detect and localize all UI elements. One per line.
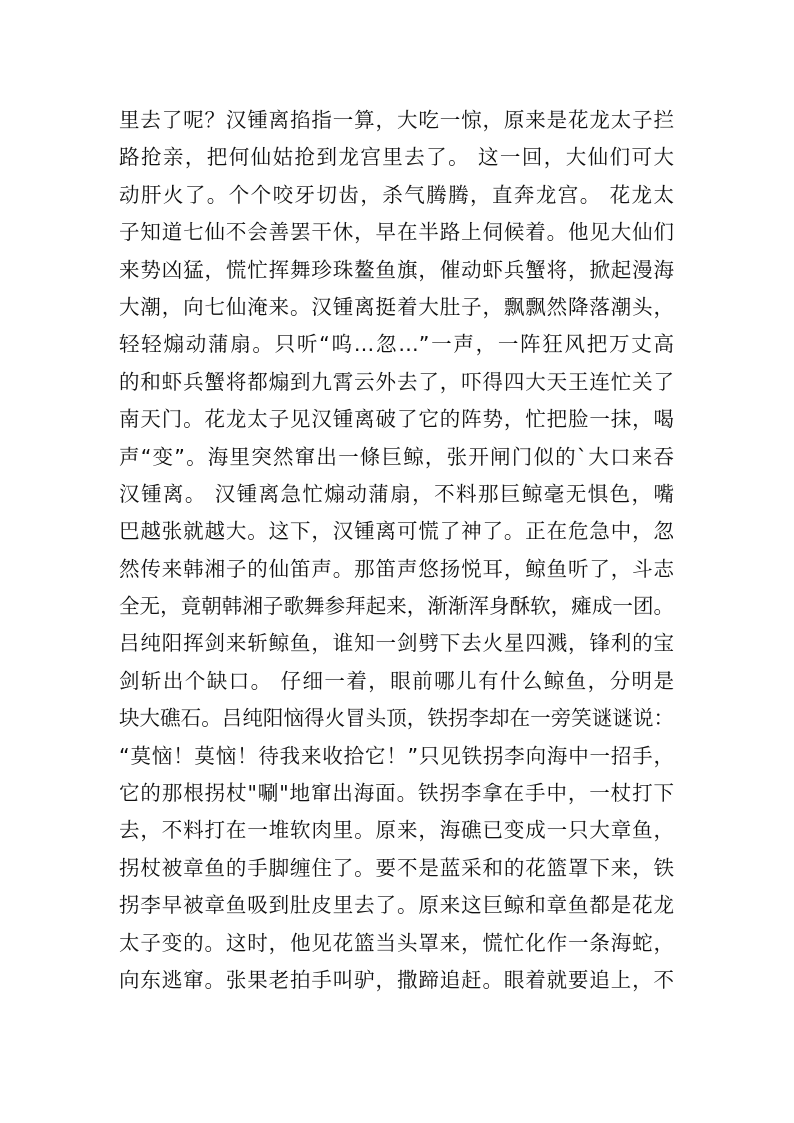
body-text (119, 102, 674, 999)
text-line: 南天门。花龙太子见汉锺离破了它的阵势，忙把脸一抹，喝 (119, 407, 674, 432)
text-line: 的和虾兵蟹将都煽到九霄云外去了，吓得四大天王连忙关了 (119, 369, 674, 394)
text-line: 动肝火了。个个咬牙切齿，杀气腾腾，直奔龙宫。 花龙太 (119, 182, 674, 207)
text-line: 剑斩出个缺口。 仔细一着，眼前哪儿有什么鲸鱼，分明是 (119, 668, 674, 693)
text-line: 来势凶猛，慌忙挥舞珍珠鳌鱼旗，催动虾兵蟹将，掀起漫海 (119, 257, 674, 282)
text-line: 吕纯阳挥剑来斩鲸鱼，谁知一剑劈下去火星四溅，锋利的宝 (119, 631, 674, 656)
text-line: 里去了呢？汉锺离掐指一算，大吃一惊，原来是花龙太子拦 (119, 108, 674, 132)
text-line: 向东逃窜。张果老拍手叫驴，撒蹄追赶。眼着就要追上，不 (119, 967, 674, 992)
text-line: 然传来韩湘子的仙笛声。那笛声悠扬悦耳，鲸鱼听了，斗志 (119, 556, 674, 581)
text-line: 子知道七仙不会善罢干休，早在半路上伺候着。他见大仙们 (119, 220, 674, 245)
text-line: “莫恼！莫恼！待我来收拾它！”只见铁拐李向海中一招手， (119, 743, 674, 768)
text-line: 声“变”。海里突然窜出一條巨鲸，张开闸门似的`大口来吞 (119, 444, 674, 469)
text-line: 轻轻煽动蒲扇。只听“呜…忽…”一声，一阵狂风把万丈高 (119, 332, 674, 357)
text-line: 巴越张就越大。这下，汉锺离可慌了神了。正在危急中，忽 (119, 519, 674, 544)
text-line: 汉锺离。 汉锺离急忙煽动蒲扇，不料那巨鲸毫无惧色，嘴 (119, 481, 674, 506)
text-line: 去，不料打在一堆软肉里。原来，海礁已变成一只大章鱼， (119, 818, 674, 843)
text-line: 路抢亲，把何仙姑抢到龙宫里去了。 这一回，大仙们可大 (119, 145, 674, 170)
text-line: 太子变的。这时，他见花篮当头罩来，慌忙化作一条海蛇， (119, 930, 674, 955)
text-line: 它的那根拐杖"唰"地窜出海面。铁拐李拿在手中，一杖打下 (119, 781, 674, 806)
text-line: 块大礁石。吕纯阳恼得火冒头顶，铁拐李却在一旁笑谜谜说： (119, 706, 674, 731)
text-line: 全无，竟朝韩湘子歌舞参拜起来，渐渐浑身酥软，瘫成一团。 (119, 594, 674, 619)
text-line: 拐李早被章鱼吸到肚皮里去了。原来这巨鲸和章鱼都是花龙 (119, 893, 674, 918)
text-line: 拐杖被章鱼的手脚缠住了。要不是蓝采和的花篮罩下来，铁 (119, 855, 674, 880)
text-line: 大潮，向七仙淹来。汉锺离挺着大肚子，飘飘然降落潮头， (119, 294, 674, 319)
